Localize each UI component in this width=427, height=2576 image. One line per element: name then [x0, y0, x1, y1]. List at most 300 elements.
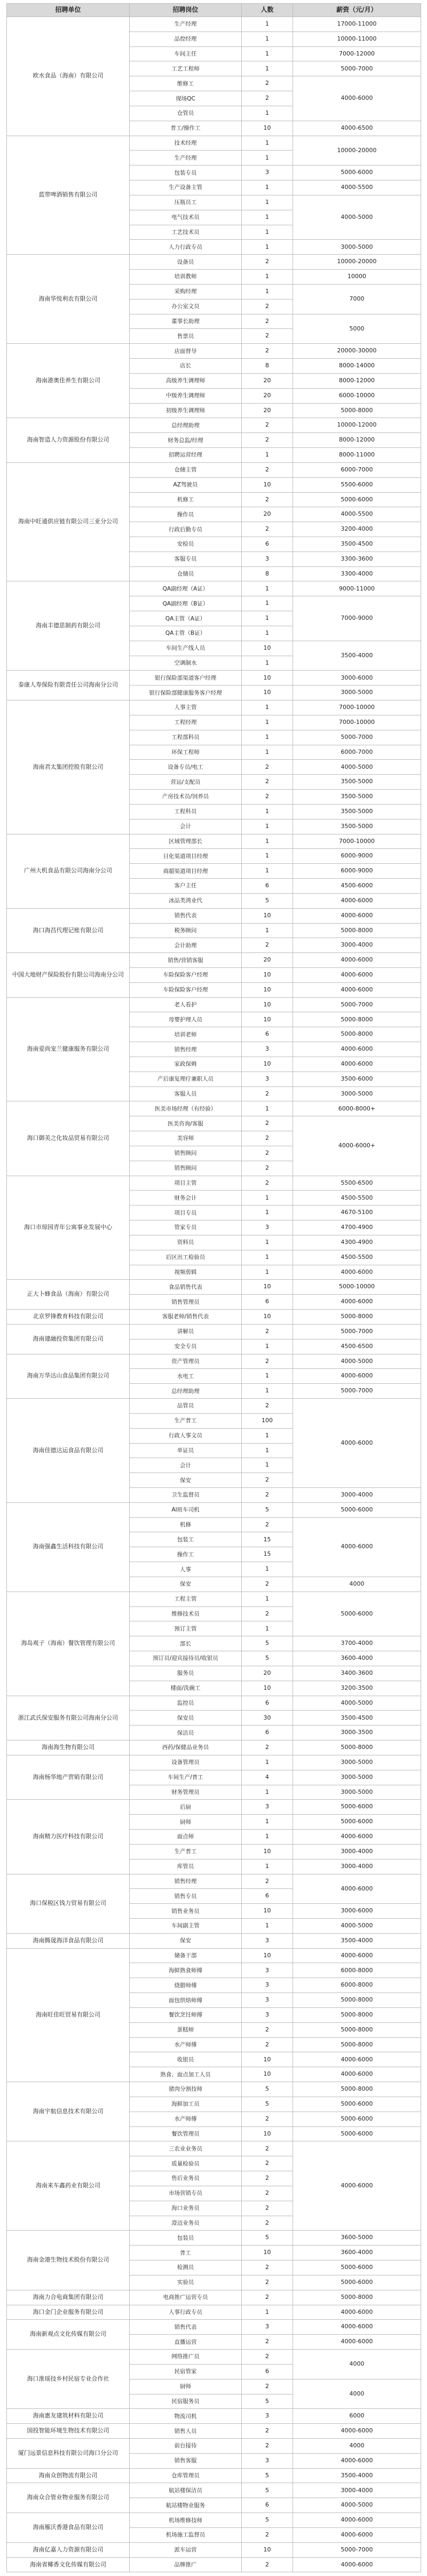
company-name-cell: 海南亿嘉人力资源有限公司 [7, 2542, 130, 2557]
position-cell: 仓储主管 [130, 462, 242, 477]
salary-cell: 4000 [293, 2379, 421, 2409]
headcount-cell: 1 [242, 1562, 293, 1577]
position-cell: 美容师 [130, 1131, 242, 1146]
position-cell: 会计助理 [130, 938, 242, 953]
headcount-cell: 1 [242, 804, 293, 819]
position-cell: 食品销售代表 [130, 1280, 242, 1295]
position-cell: 机修工 [130, 492, 242, 507]
headcount-cell: 5 [242, 2097, 293, 2112]
position-cell: 空调制水 [130, 656, 242, 671]
table-row [7, 255, 421, 270]
position-cell: 部长 [130, 1636, 242, 1651]
job-listing-body [7, 17, 421, 2572]
salary-cell: 4000-6000 [293, 1057, 421, 1072]
position-cell: 销售专员 [130, 1889, 242, 1904]
headcount-cell: 3 [242, 1993, 293, 2008]
headcount-cell: 2 [242, 938, 293, 953]
salary-cell: 6000-8000 [293, 1963, 421, 1978]
salary-cell: 7000-10000 [293, 715, 421, 730]
salary-cell: 4000-6000 [293, 2052, 421, 2067]
position-cell: 三农业业务员 [130, 2141, 242, 2156]
headcount-cell: 10 [242, 1904, 293, 1919]
position-cell: 培训教师 [130, 270, 242, 285]
position-cell: 预订主管 [130, 1621, 242, 1636]
headcount-cell: 3 [242, 2320, 293, 2335]
position-cell: 后厨 [130, 1800, 242, 1815]
position-cell: 保安 [130, 1473, 242, 1488]
position-cell: 品控经理 [130, 31, 242, 46]
headcount-cell: 6 [242, 1027, 293, 1042]
headcount-cell: 3 [242, 1963, 293, 1978]
headcount-cell: 2 [242, 433, 293, 448]
table-row [7, 2409, 421, 2424]
position-cell: 视频剪辑 [130, 1265, 242, 1280]
position-cell: 维修工 [130, 76, 242, 91]
salary-cell: 4000-6000 [293, 1369, 421, 1384]
company-name-cell: 海南爱尚宠兰健康服务有限公司 [7, 997, 130, 1101]
position-cell: 水电工 [130, 1369, 242, 1384]
company-name-cell: 海南华悦利农有限公司 [7, 255, 130, 344]
headcount-cell: 5 [242, 2394, 293, 2409]
salary-cell: 8000-12000 [293, 373, 421, 388]
salary-cell: 7000-12000 [293, 46, 421, 61]
position-cell: 项目主管 [130, 1176, 242, 1191]
salary-cell: 5000-7000 [293, 730, 421, 745]
position-cell: 人事主管 [130, 700, 242, 715]
table-row [7, 1592, 421, 1606]
position-cell: 车险保险客户经理 [130, 968, 242, 983]
salary-cell: 5000-6000 [293, 1592, 421, 1636]
position-cell: 初级养生调理师 [130, 403, 242, 418]
headcount-cell: 1 [242, 1621, 293, 1636]
headcount-cell: 2 [242, 1517, 293, 1532]
salary-cell: 3500-4500 [293, 1711, 421, 1726]
position-cell: 厨师 [130, 1815, 242, 1830]
salary-cell: 4000-6000 [293, 1830, 421, 1845]
headcount-cell: 2 [242, 790, 293, 805]
company-name-cell: 海南杨华地产营销有限公司 [7, 1755, 130, 1799]
headcount-cell: 6 [242, 1889, 293, 1904]
salary-cell: 3000-4000 [293, 1487, 421, 1502]
salary-cell: 8000-14000 [293, 359, 421, 374]
table-row [7, 1502, 421, 1517]
position-cell: 家政保姆 [130, 1057, 242, 1072]
salary-cell: 5000-10000 [293, 1280, 421, 1295]
position-cell: 熟食、面点加工人员 [130, 2067, 242, 2082]
position-cell: 销售顾问 [130, 1146, 242, 1161]
salary-cell: 3600-5000 [293, 2231, 421, 2246]
salary-cell: 5000-6000 [293, 2260, 421, 2275]
salary-cell: 3500-6000 [293, 1072, 421, 1086]
headcount-cell: 10 [242, 671, 293, 686]
headcount-cell: 3 [242, 1933, 293, 1948]
salary-cell: 3500-5000 [293, 775, 421, 790]
position-cell: 安检员 [130, 537, 242, 552]
headcount-cell: 1 [242, 284, 293, 299]
headcount-cell: 6 [242, 879, 293, 894]
table-row [7, 908, 421, 923]
header-count: 人数 [242, 4, 293, 17]
salary-cell: 4000-6000+ [293, 1116, 421, 1176]
table-row [7, 1324, 421, 1339]
position-cell: 财务总监/经理 [130, 433, 242, 448]
headcount-cell: 3 [242, 2007, 293, 2022]
position-cell: 工程部科员 [130, 730, 242, 745]
position-cell: QA副经理（A证） [130, 581, 242, 596]
headcount-cell: 1 [242, 1265, 293, 1280]
headcount-cell: 20 [242, 373, 293, 388]
salary-cell: 5000-8000 [293, 2082, 421, 2097]
headcount-cell: 5 [242, 1651, 293, 1666]
position-cell: 电气技术员 [130, 210, 242, 225]
position-cell: 操作员 [130, 507, 242, 522]
headcount-cell: 20 [242, 403, 293, 418]
salary-cell: 4000-6000 [293, 2557, 421, 2572]
salary-cell: 5000-6000 [293, 492, 421, 507]
position-cell: 蛋糕师 [130, 2022, 242, 2037]
company-name-cell: 北京罗锋教育科技有限公司 [7, 1310, 130, 1325]
salary-cell: 5000-7000 [293, 1324, 421, 1339]
headcount-cell: 1 [242, 151, 293, 166]
salary-cell: 6000-7000 [293, 745, 421, 760]
headcount-cell: 6 [242, 2498, 293, 2513]
headcount-cell: 2 [242, 299, 293, 314]
header-company: 招聘单位 [7, 4, 130, 17]
headcount-cell: 1 [242, 1250, 293, 1265]
headcount-cell: 1 [242, 596, 293, 611]
headcount-cell: 10 [242, 1844, 293, 1859]
company-name-cell: 中国大地财产保险股份有限公司海南分公司 [7, 953, 130, 997]
table-row [7, 2424, 421, 2439]
company-name-cell: 海口市琼园青年公寓事业发展中心 [7, 1176, 130, 1280]
position-cell: 售后业务员 [130, 2171, 242, 2186]
table-row [7, 462, 421, 477]
salary-cell: 4000-5500 [293, 180, 421, 195]
position-cell: 安全专员 [130, 1339, 242, 1354]
company-name-cell: 广州大机食品有限公司海南分公司 [7, 834, 130, 908]
headcount-cell: 2 [242, 2037, 293, 2052]
headcount-cell: 20 [242, 388, 293, 403]
position-cell: 财务会计 [130, 1191, 242, 1206]
headcount-cell: 2 [242, 2156, 293, 2171]
headcount-cell: 1 [242, 849, 293, 864]
salary-cell: 4000-6000 [293, 1265, 421, 1280]
position-cell: 包装专员 [130, 166, 242, 180]
table-row [7, 2350, 421, 2365]
position-cell: 机场维修技师 [130, 2513, 242, 2528]
salary-cell: 4000-6000 [293, 2320, 421, 2335]
headcount-cell: 6 [242, 537, 293, 552]
salary-cell: 3200-4000 [293, 522, 421, 537]
position-cell: 财务管理员 [130, 1785, 242, 1800]
company-name-cell: 海南精力医疗科技有限公司 [7, 1800, 130, 1874]
salary-cell: 3500-4000 [293, 2468, 421, 2483]
position-cell: 销售管理员 [130, 1295, 242, 1310]
headcount-cell: 2 [242, 1740, 293, 1755]
position-cell: 航站楼保洁员 [130, 2483, 242, 2498]
position-cell: 水产师傅 [130, 2037, 242, 2052]
company-name-cell: 厦门远景信息科技有限公司海口分公司 [7, 2438, 130, 2468]
position-cell: 物流司机 [130, 2409, 242, 2424]
salary-cell: 4000-6000 [293, 1399, 421, 1488]
position-cell: 设备员 [130, 255, 242, 270]
salary-cell: 10000-20000 [293, 255, 421, 270]
position-cell: 工程经理 [130, 715, 242, 730]
position-cell: 车险保险客户经理 [130, 982, 242, 997]
headcount-cell: 30 [242, 1711, 293, 1726]
company-name-cell: 海南众合管业物业服务有限公司 [7, 2483, 130, 2513]
position-cell: 技术经理 [130, 136, 242, 151]
table-row [7, 2513, 421, 2528]
position-cell: 工艺技术员 [130, 225, 242, 240]
position-cell: 厨师 [130, 2379, 242, 2394]
table-row [7, 2231, 421, 2246]
salary-cell: 3500-4000 [293, 641, 421, 671]
company-name-cell: 海南省椰香文化传媒有限公司 [7, 2557, 130, 2572]
company-name-cell: 海南建融投资集团有限公司 [7, 1324, 130, 1354]
headcount-cell: 3 [242, 1042, 293, 1057]
headcount-cell: 10 [242, 2126, 293, 2141]
position-cell: 品牌推广 [130, 2557, 242, 2572]
headcount-cell: 8 [242, 566, 293, 581]
salary-cell: 3000-5000 [293, 1086, 421, 1101]
position-cell: 生产普工 [130, 1844, 242, 1859]
company-name-cell: 海口保税区钱力贸易有限公司 [7, 1874, 130, 1933]
salary-cell: 4000-5500 [293, 507, 421, 522]
company-name-cell: 欧水食品（海南）有限公司 [7, 17, 130, 136]
position-cell: 环保工程师 [130, 745, 242, 760]
salary-cell: 4000-6000 [293, 2513, 421, 2528]
position-cell: 库管员 [130, 1859, 242, 1874]
position-cell: 销售经理 [130, 1874, 242, 1889]
headcount-cell: 2 [242, 2350, 293, 2365]
headcount-cell: 6 [242, 1726, 293, 1740]
headcount-cell: 1 [242, 834, 293, 849]
salary-cell: 8000-11000 [293, 448, 421, 463]
position-cell: 行政人事文员 [130, 1428, 242, 1443]
salary-cell: 5000-8000 [293, 403, 421, 418]
position-cell: 机场施工监督员 [130, 2527, 242, 2542]
position-cell: 航站楼物业服务 [130, 2498, 242, 2513]
headcount-cell: 1 [242, 1815, 293, 1830]
position-cell: 仓储员 [130, 566, 242, 581]
salary-cell: 4000-6000 [293, 1295, 421, 1310]
salary-cell: 3000-4000 [293, 938, 421, 953]
position-cell: 西药/保健品业务员 [130, 1740, 242, 1755]
salary-cell: 4000-6000 [293, 2527, 421, 2542]
position-cell: 现场QC [130, 91, 242, 106]
salary-cell: 3000-5000 [293, 1755, 421, 1770]
salary-cell: 4000 [293, 1577, 421, 1592]
headcount-cell: 2 [242, 1086, 293, 1101]
headcount-cell: 10 [242, 477, 293, 492]
headcount-cell: 3 [242, 2453, 293, 2468]
table-row [7, 1399, 421, 1414]
position-cell: 会计 [130, 1458, 242, 1473]
position-cell: 商超渠道项目经理 [130, 864, 242, 879]
salary-cell: 5000-8000 [293, 2022, 421, 2037]
salary-cell: 10000-11000 [293, 31, 421, 46]
position-cell: 后区出工检验员 [130, 1250, 242, 1265]
headcount-cell: 5 [242, 1636, 293, 1651]
headcount-cell: 10 [242, 121, 293, 136]
headcount-cell: 10 [242, 968, 293, 983]
company-name-cell: 海南港奥佳养生有限公司 [7, 344, 130, 418]
table-row [7, 344, 421, 359]
position-cell: 电商推广运营专员 [130, 2290, 242, 2305]
headcount-cell: 1 [242, 1458, 293, 1473]
salary-cell: 3300-4000 [293, 566, 421, 581]
position-cell: 人事 [130, 1562, 242, 1577]
salary-cell: 3000-5000 [293, 240, 421, 255]
salary-cell: 4000-6000 [293, 2335, 421, 2350]
table-row [7, 581, 421, 596]
table-row [7, 2290, 421, 2305]
position-cell: 生产普工 [130, 1413, 242, 1428]
position-cell: 银行保险部渠道客户经理 [130, 671, 242, 686]
headcount-cell: 3 [242, 1800, 293, 1815]
salary-cell: 10000-12000 [293, 418, 421, 433]
headcount-cell: 1 [242, 611, 293, 626]
headcount-cell: 5 [242, 893, 293, 908]
table-row [7, 2082, 421, 2097]
salary-cell: 3000-4000 [293, 1859, 421, 1874]
salary-cell: 4000-6000 [293, 1874, 421, 1904]
table-row [7, 1280, 421, 1295]
table-row [7, 1948, 421, 1963]
salary-cell: 8000-12000 [293, 433, 421, 448]
headcount-cell: 5 [242, 2483, 293, 2498]
salary-cell: 3000-5000 [293, 1785, 421, 1800]
headcount-cell: 2 [242, 775, 293, 790]
company-name-cell: 海口海昌代理记账有限公司 [7, 908, 130, 952]
salary-cell: 4000-5000 [293, 1919, 421, 1934]
salary-cell: 4000-6500 [293, 121, 421, 136]
salary-cell: 3500-5000 [293, 804, 421, 819]
headcount-cell: 1 [242, 819, 293, 834]
salary-cell: 5000-8000 [293, 2290, 421, 2305]
salary-cell: 3000-6000 [293, 1904, 421, 1919]
headcount-cell: 10 [242, 1948, 293, 1963]
headcount-cell: 2 [242, 1577, 293, 1592]
position-cell: 销售经理 [130, 1042, 242, 1057]
headcount-cell: 2 [242, 2022, 293, 2037]
headcount-cell: 1 [242, 31, 293, 46]
headcount-cell: 2 [242, 2379, 293, 2394]
table-row [7, 136, 421, 151]
position-cell: 操作工 [130, 1547, 242, 1562]
position-cell: 总经理助理 [130, 418, 242, 433]
table-row [7, 2320, 421, 2335]
position-cell: 质量检验员 [130, 2156, 242, 2171]
table-row [7, 1696, 421, 1711]
salary-cell: 6000 [293, 2409, 421, 2424]
position-cell: 医美咨询/客服 [130, 1116, 242, 1131]
headcount-cell: 2 [242, 1874, 293, 1889]
position-cell: 办公室文员 [130, 299, 242, 314]
company-name-cell: 海口御美之化妆品贸易有限公司 [7, 1101, 130, 1176]
salary-cell: 3000-3500 [293, 1726, 421, 1740]
table-row [7, 2438, 421, 2453]
position-cell: 海鲜熟食师傅 [130, 1963, 242, 1978]
position-cell: 餐饮管理员 [130, 2126, 242, 2141]
position-cell: 销售业务员 [130, 1904, 242, 1919]
headcount-cell: 2 [242, 1487, 293, 1502]
headcount-cell: 1 [242, 240, 293, 255]
headcount-cell: 10 [242, 908, 293, 923]
header-salary: 薪资（元/月） [293, 4, 421, 17]
headcount-cell: 2 [242, 1131, 293, 1146]
salary-cell: 4000-6000 [293, 1517, 421, 1577]
position-cell: 工程科员 [130, 804, 242, 819]
headcount-cell: 2 [242, 329, 293, 344]
position-cell: 前台接待 [130, 2438, 242, 2453]
position-cell: 生产经理 [130, 17, 242, 32]
position-cell: 店面督导 [130, 344, 242, 359]
salary-cell: 5000-8000 [293, 1012, 421, 1027]
headcount-cell: 10 [242, 2246, 293, 2260]
position-cell: 包装工 [130, 1532, 242, 1547]
headcount-cell: 2 [242, 314, 293, 329]
salary-cell: 4500-6000 [293, 879, 421, 894]
salary-cell: 3500-5000 [293, 790, 421, 805]
headcount-cell: 1 [242, 864, 293, 879]
headcount-cell: 10 [242, 2542, 293, 2557]
headcount-cell: 10 [242, 1012, 293, 1027]
salary-cell: 5000-6000 [293, 2126, 421, 2141]
position-cell: 销售代表 [130, 2320, 242, 2335]
company-name-cell: 海南金港生物技术股份有限公司 [7, 2231, 130, 2290]
headcount-cell: 3 [242, 2409, 293, 2424]
table-row [7, 2542, 421, 2557]
position-cell: 冰品类湾业代 [130, 893, 242, 908]
position-cell: 民宿服务员 [130, 2394, 242, 2409]
position-cell: 生产经理 [130, 151, 242, 166]
position-cell: 猪肉分割技师 [130, 2082, 242, 2097]
headcount-cell: 15 [242, 1547, 293, 1562]
position-cell: 品管员 [130, 1399, 242, 1414]
position-cell: 高级养生调理师 [130, 373, 242, 388]
company-name-cell: 海南腾晟海洋食品有限公司 [7, 1933, 130, 1948]
position-cell: 烧腊师傅 [130, 1978, 242, 1993]
salary-cell: 4000-6000 [293, 893, 421, 908]
salary-cell: 7000 [293, 284, 421, 314]
salary-cell: 5000-7000 [293, 61, 421, 76]
company-name-cell: 浙江武氏保安服务有限公司海南分公司 [7, 1696, 130, 1740]
headcount-cell: 100 [242, 1413, 293, 1428]
headcount-cell: 1 [242, 1428, 293, 1443]
salary-cell: 3500-5000 [293, 819, 421, 834]
salary-cell: 3500-4500 [293, 537, 421, 552]
headcount-cell: 1 [242, 1592, 293, 1606]
salary-cell: 5000-6000 [293, 166, 421, 180]
headcount-cell: 2 [242, 2335, 293, 2350]
table-row [7, 2141, 421, 2156]
salary-cell: 7000-10000 [293, 834, 421, 849]
table-row [7, 700, 421, 715]
position-cell: AZ驾驶员 [130, 477, 242, 492]
salary-cell: 3400-3600 [293, 1666, 421, 1681]
position-cell: 车间副主管 [130, 1919, 242, 1934]
headcount-cell: 1 [242, 1443, 293, 1458]
company-name-cell: 海南丰德思制药有限公司 [7, 581, 130, 671]
position-cell: 产房技术员/饲养员 [130, 790, 242, 805]
salary-cell: 4300-4900 [293, 1235, 421, 1250]
headcount-cell: 2 [242, 2141, 293, 2156]
table-row [7, 1176, 421, 1191]
salary-cell: 4000-5000 [293, 760, 421, 775]
headcount-cell: 2 [242, 2438, 293, 2453]
